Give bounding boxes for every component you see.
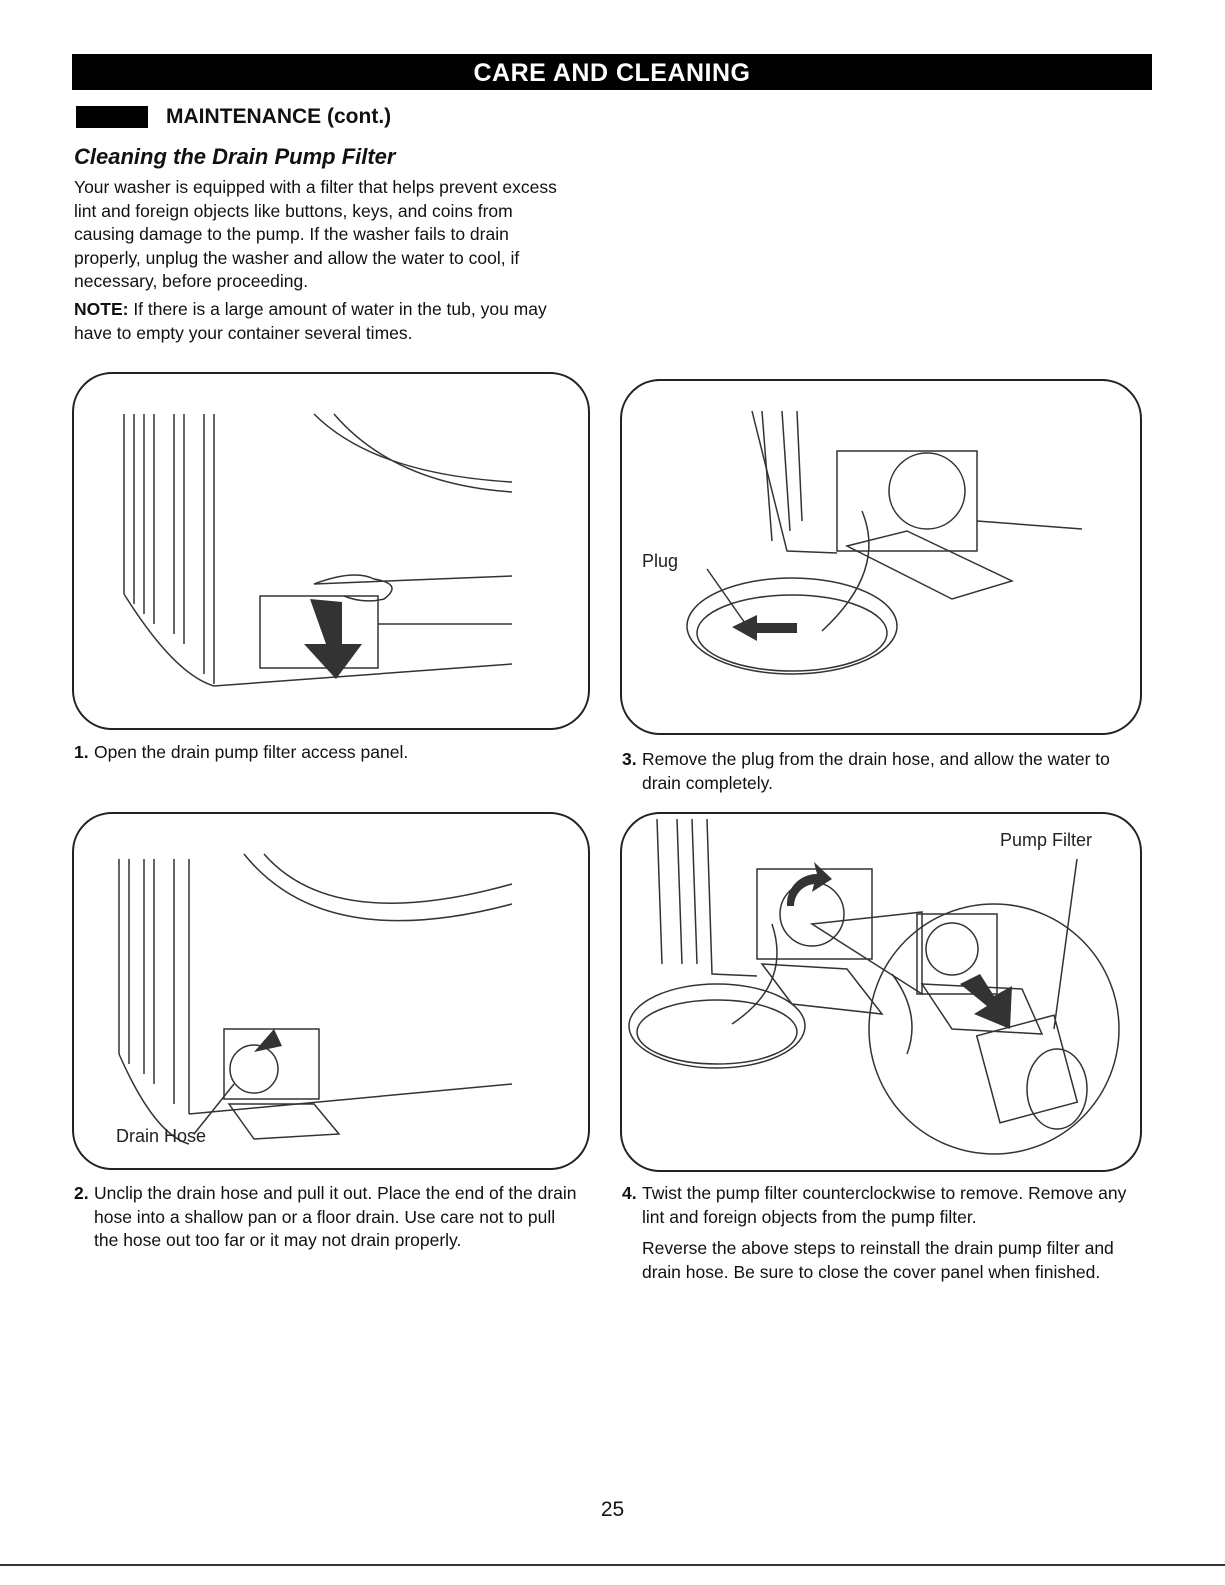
note-label: NOTE: [74,299,129,319]
plug-label: Plug [642,551,679,571]
step-number: 3. [622,749,637,769]
page-banner: CARE AND CLEANING [72,54,1152,90]
note-text: If there is a large amount of water in the tub, you may have to empty your container several times. [74,299,547,343]
note-paragraph [74,298,579,345]
step-number: 2. [74,1183,89,1203]
figure-pump-filter [620,812,1142,1172]
figure-drain-hose [72,812,590,1170]
step-1 [74,741,584,765]
step-3 [622,748,1132,795]
bottom-rule [0,1564,1225,1566]
washer-panel-illustration [74,374,588,728]
step-number: 1. [74,742,89,762]
section-heading [76,104,391,130]
drain-hose-illustration [74,814,588,1168]
section-title: MAINTENANCE (cont.) [166,105,392,128]
pump-filter-label: Pump Filter [1000,830,1093,850]
step-text: Open the drain pump filter access panel. [94,742,409,762]
figure-open-panel [72,372,590,730]
step-4 [622,1182,1132,1284]
step-text: Remove the plug from the drain hose, and allow the water to drain completely. [642,749,1110,793]
step-text: Unclip the drain hose and pull it out. Place the end of the drain hose into a shallow pan or a floor drain. Use care not to pull the hose out too far or it may not drain properly. [94,1183,577,1250]
figure-plug [620,379,1142,735]
plug-removal-illustration [622,381,1140,733]
step-2 [74,1182,579,1253]
drain-hose-label: Drain Hose [116,1126,207,1146]
pump-filter-illustration [622,814,1140,1170]
section-marker-bar [76,106,148,128]
step-text-reinstall: Reverse the above steps to reinstall the drain pump filter and drain hose. Be sure to close the cover panel when finished. [642,1238,1114,1282]
step-text: Twist the pump filter counterclockwise to remove. Remove any lint and foreign objects from the pump filter. [642,1183,1127,1227]
subsection-title: Cleaning the Drain Pump Filter [74,144,396,169]
intro-paragraph: Your washer is equipped with a filter that helps prevent excess lint and foreign objects like buttons, keys, and coins from causing damage to the pump. If the washer fails to drain properly, unplug the washer and allow the water to cool, if necessary, before proceeding. [74,177,557,291]
page-number: 25 [600,1498,625,1521]
step-number: 4. [622,1183,637,1203]
